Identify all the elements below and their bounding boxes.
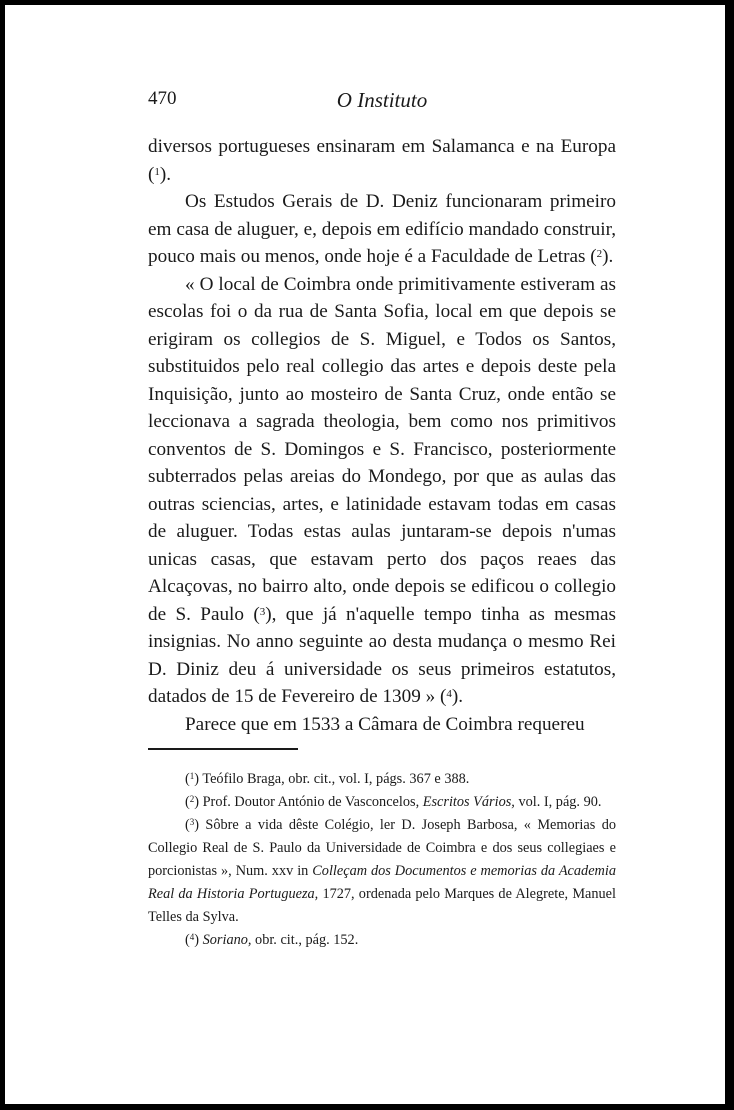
footnote-1-text: Teófilo Braga, obr. cit., vol. I, págs. 367 e 388. — [202, 771, 470, 787]
body-text — [148, 133, 616, 738]
footnote-3-italic: Colleçam dos Documentos e memorias da Academia Real da Historia Portugueza, — [148, 863, 616, 902]
paragraph-2-tail: ). — [602, 246, 614, 267]
footnote-2-italic: Escritos Vários, — [422, 794, 515, 810]
footnote-separator — [148, 748, 298, 750]
paragraph-3-tail: ). — [451, 686, 464, 707]
paragraph-1-text: diversos portugueses ensinaram em Salamanca e na Europa ( — [148, 136, 616, 185]
paragraph-3-quote — [148, 271, 616, 711]
scan-border-bottom — [0, 1104, 734, 1110]
footnote-3-text-a: Sôbre a vida dêste Colégio, ler D. Joseph Barbosa, « Memorias do Collegio Real de S. Paulo da Universidade de Coimbra e dos seus collegiaes e porcionistas », Num. xxv in — [148, 817, 616, 879]
footnote-2-text-b: vol. I, pág. 90. — [514, 794, 602, 810]
footnote-ref-4: 4 — [446, 688, 452, 700]
paragraph-2 — [148, 188, 616, 271]
scan-border-right — [725, 0, 734, 1110]
footnote-4-text: obr. cit., pág. 152. — [251, 932, 359, 948]
paragraph-4 — [148, 711, 616, 739]
footnote-1-mark: 1 — [189, 771, 195, 781]
paragraph-1-tail: ). — [159, 163, 172, 185]
footnote-2: ($^2$) Prof. Doutor António de Vasconcelos, Escritos Vários, vol. I, pág. 90. — [185, 794, 602, 810]
running-title: O Instituto — [336, 88, 428, 112]
footnote-3-text-b: 1727, ordenada pelo Marques de Alegrete, Manuel Telles da Sylva. — [148, 886, 616, 925]
paragraph-4-text: Parece que em 1533 a Câmara de Coimbra requereu — [185, 713, 585, 735]
page-number: 470 — [148, 88, 177, 109]
footnote-2-mark: 2 — [189, 794, 195, 804]
paragraph-2-text: Os Estudos Gerais de D. Deniz funcionaram primeiro em casa de aluguer, e, depois em edifício mandado construir, pouco mais ou menos, onde hoje é a Faculdade de Letras ( — [148, 191, 616, 267]
footnote-ref-1: 1 — [154, 165, 160, 178]
footnote-2-text-a: Prof. Doutor António de Vasconcelos, — [202, 794, 423, 810]
paragraph-3-text-a: « O local de Coimbra onde primitivamente estiveram as escolas foi o da rua de Santa Sofia, local em que depois se erigiram os collegios de S. Miguel, e Todos os Santos, substituidos pelo real collegio das artes e depois deste pela Inquisição, junto ao mosteiro de Santa Cruz, onde então se leccionava a sagrada theologia, bem como nos primitivos conventos de S. Domingos e S. Francisco, posteriormente subterrados pelas areias do Mondego, por que as aulas das outras sciencias, artes, e latinidade estavam todas em casas de aluguer. Todas estas aulas juntaram-se depois n'umas unicas casas, que estavam perto dos paços reaes das Alcaçovas, no bairro alto, onde depois se edificou o collegio de S. Paulo ( — [148, 273, 616, 625]
footnote-ref-2: 2 — [596, 248, 603, 260]
paragraph-1 — [148, 133, 616, 188]
page-header — [148, 88, 616, 118]
footnote-3: ($^3$) Sôbre a vida dêste Colégio, ler D. Joseph Barbosa, « Memorias do Collegio Real de S. Paulo da Universidade de Coimbra e dos seus collegiaes e porcionistas », Num. xxv in Colleçam dos Documentos e memorias da Academia Real da Historia Portugueza, 1727, ordenada pelo Marques de Alegrete, Manuel Telles da Sylva. — [148, 817, 616, 925]
scan-border-top — [0, 0, 734, 5]
footnote-4-italic: Soriano, — [202, 932, 252, 948]
footnote-4-mark: 4 — [189, 932, 195, 942]
scan-border-left — [0, 0, 5, 1110]
footnote-4: ($^4$) Soriano, obr. cit., pág. 152. — [185, 932, 359, 948]
footnotes — [148, 768, 616, 952]
footnote-1: ($^1$) Teófilo Braga, obr. cit., vol. I, págs. 367 e 388. — [185, 771, 470, 787]
paragraph-3-text-b: ), que já n'aquelle tempo tinha as mesmas insignias. No anno seguinte ao desta mudança o mesmo Rei D. Diniz deu á universidade os seus primeiros estatutos, datados de 15 de Fevereiro de 1309 » ( — [148, 603, 616, 707]
footnote-3-mark: 3 — [189, 817, 195, 827]
footnote-ref-3: 3 — [259, 605, 266, 618]
